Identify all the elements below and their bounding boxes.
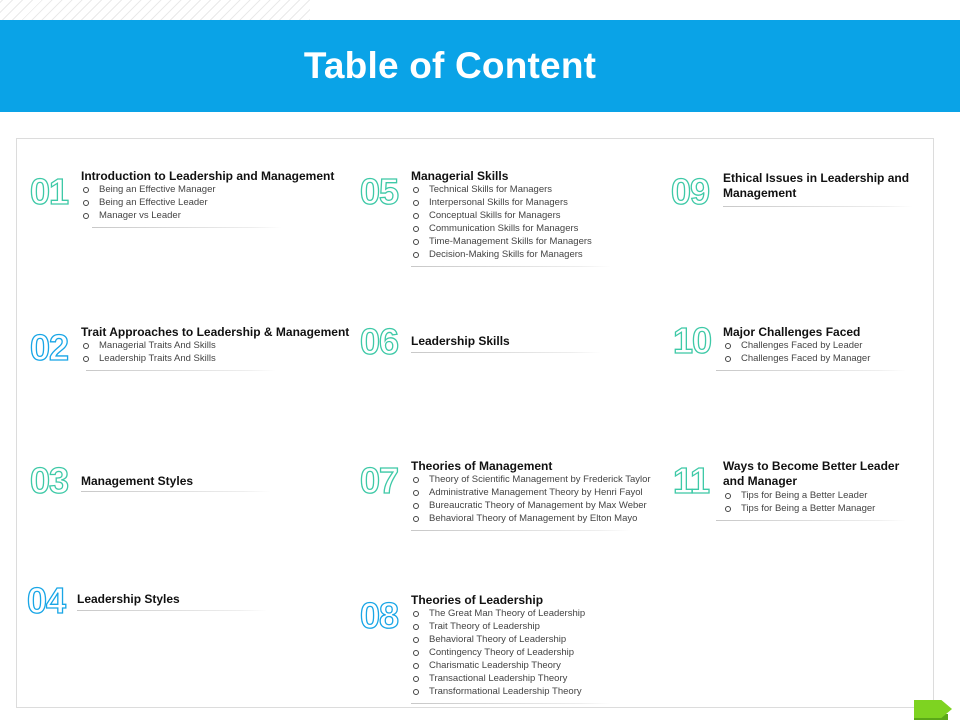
header-bar: [0, 20, 960, 112]
list-item[interactable]: Behavioral Theory of Leadership: [411, 633, 585, 646]
section-title-08[interactable]: Theories of Leadership: [411, 593, 544, 607]
list-item[interactable]: Being an Effective Leader: [81, 196, 216, 209]
section-title-01[interactable]: Introduction to Leadership and Management: [81, 169, 335, 183]
section-title-05[interactable]: Managerial Skills: [411, 169, 509, 183]
section-title-07[interactable]: Theories of Management: [411, 459, 553, 473]
section-number-09: 09: [671, 171, 710, 212]
section-number-10: 10: [673, 320, 712, 361]
section-title-02[interactable]: Trait Approaches to Leadership & Management: [81, 325, 350, 339]
section-title-09[interactable]: Ethical Issues in Leadership and Management: [723, 171, 910, 200]
list-item[interactable]: Managerial Traits And Skills: [81, 339, 216, 352]
section-number-02: 02: [30, 327, 69, 368]
section-items-07: [411, 473, 651, 525]
section-underline-03: [81, 491, 271, 492]
section-items-05: [411, 183, 592, 261]
list-item[interactable]: Being an Effective Manager: [81, 183, 216, 196]
section-number-03: 03: [30, 460, 69, 501]
list-item[interactable]: Challenges Faced by Manager: [723, 352, 870, 365]
section-underline-07: [411, 530, 631, 531]
section-items-10: [723, 339, 870, 365]
section-title-03[interactable]: Management Styles: [81, 474, 194, 488]
list-item[interactable]: Transactional Leadership Theory: [411, 672, 585, 685]
list-item[interactable]: Challenges Faced by Leader: [723, 339, 870, 352]
section-number-06: 06: [360, 321, 399, 362]
section-number-08: 08: [360, 595, 399, 636]
section-title-10[interactable]: Major Challenges Faced: [723, 325, 861, 339]
section-number-01: 01: [30, 171, 69, 212]
list-item[interactable]: Behavioral Theory of Management by Elton Mayo: [411, 512, 651, 525]
list-item[interactable]: Theory of Scientific Management by Frederick Taylor: [411, 473, 651, 486]
decorative-hatch: [0, 0, 310, 20]
list-item[interactable]: Interpersonal Skills for Managers: [411, 196, 592, 209]
list-item[interactable]: Transformational Leadership Theory: [411, 685, 585, 698]
list-item[interactable]: Manager vs Leader: [81, 209, 216, 222]
list-item[interactable]: Decision-Making Skills for Managers: [411, 248, 592, 261]
list-item[interactable]: Conceptual Skills for Managers: [411, 209, 592, 222]
section-title-06[interactable]: Leadership Skills: [411, 334, 510, 348]
section-underline-10: [716, 370, 906, 371]
section-items-01: [81, 183, 216, 222]
section-underline-08: [411, 703, 611, 704]
list-item[interactable]: Time-Management Skills for Managers: [411, 235, 592, 248]
section-title-11[interactable]: Ways to Become Better Leader and Manager: [723, 459, 900, 488]
list-item[interactable]: Communication Skills for Managers: [411, 222, 592, 235]
section-number-07: 07: [360, 460, 399, 501]
list-item[interactable]: The Great Man Theory of Leadership: [411, 607, 585, 620]
section-underline-04: [77, 610, 267, 611]
section-items-02: [81, 339, 216, 365]
list-item[interactable]: Technical Skills for Managers: [411, 183, 592, 196]
section-items-08: [411, 607, 585, 698]
section-underline-11: [716, 520, 906, 521]
section-number-04: 04: [27, 580, 66, 621]
list-item[interactable]: Bureaucratic Theory of Management by Max Weber: [411, 499, 651, 512]
list-item[interactable]: Tips for Being a Better Manager: [723, 502, 875, 515]
page-title: Table of Content: [303, 45, 597, 86]
list-item[interactable]: Charismatic Leadership Theory: [411, 659, 585, 672]
section-number-05: 05: [360, 171, 399, 212]
list-item[interactable]: Tips for Being a Better Leader: [723, 489, 875, 502]
section-number-11: 11: [673, 460, 710, 501]
section-underline-01: [92, 227, 282, 228]
section-underline-09: [723, 206, 913, 207]
section-underline-05: [411, 266, 611, 267]
list-item[interactable]: Leadership Traits And Skills: [81, 352, 216, 365]
list-item[interactable]: Contingency Theory of Leadership: [411, 646, 585, 659]
section-title-04[interactable]: Leadership Styles: [77, 592, 180, 606]
section-underline-06: [411, 352, 601, 353]
list-item[interactable]: Administrative Management Theory by Henri Fayol: [411, 486, 651, 499]
section-underline-02: [86, 370, 276, 371]
list-item[interactable]: Trait Theory of Leadership: [411, 620, 585, 633]
section-items-11: [723, 489, 875, 515]
